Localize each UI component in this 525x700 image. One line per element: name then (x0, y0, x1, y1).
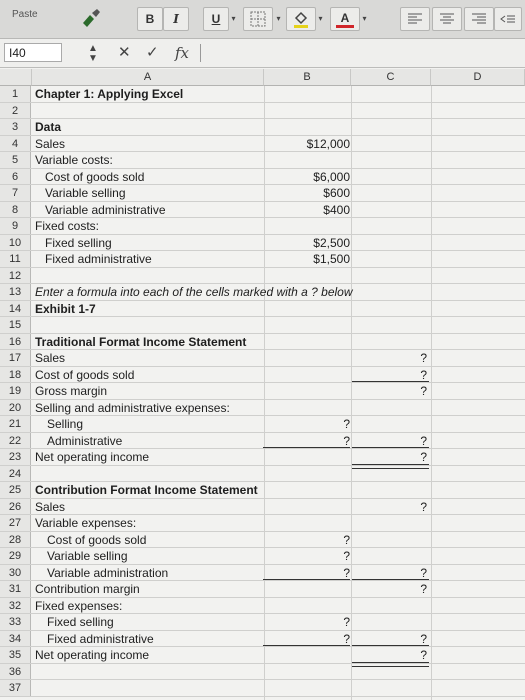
single-underline (263, 645, 350, 646)
row-number[interactable]: 12 (0, 268, 31, 284)
cell-b[interactable]: $12,000 (306, 136, 350, 151)
row-number[interactable]: 18 (0, 367, 31, 383)
cell-a[interactable]: Contribution Format Income Statement (35, 483, 258, 497)
cell-c[interactable]: ? (420, 450, 427, 464)
cell-c[interactable] (355, 317, 427, 333)
cell-a[interactable]: Selling (47, 417, 84, 431)
cell-b[interactable] (250, 449, 350, 465)
row-number[interactable]: 3 (0, 119, 31, 135)
cell-a[interactable]: Fixed expenses: (35, 598, 123, 613)
cell-a[interactable]: Variable selling (47, 549, 128, 563)
cell-a[interactable]: Net operating income (35, 648, 150, 662)
row-number[interactable]: 23 (0, 449, 31, 465)
cell-a[interactable]: Variable administrative (45, 202, 166, 217)
cell-b[interactable] (250, 152, 350, 168)
row-number[interactable]: 25 (0, 482, 31, 498)
cancel-icon[interactable]: ✕ (118, 44, 131, 61)
cell-a[interactable]: Traditional Format Income Statement (35, 334, 247, 349)
cell-a[interactable]: Gross margin (35, 384, 108, 398)
paste-button[interactable]: Paste (12, 8, 38, 20)
cell-a[interactable]: Variable selling (45, 186, 126, 200)
cell-c[interactable] (355, 86, 427, 102)
row-number[interactable]: 17 (0, 350, 31, 366)
single-underline (352, 381, 429, 382)
cell-b[interactable]: $600 (323, 186, 350, 200)
cell-c[interactable]: ? (420, 565, 427, 580)
cell-a[interactable]: Fixed selling (47, 615, 114, 629)
cell-a[interactable]: Net operating income (35, 450, 150, 464)
table-row[interactable] (0, 103, 525, 120)
cell-c[interactable] (355, 301, 427, 317)
font-color-button[interactable] (330, 7, 360, 31)
cell-b[interactable] (250, 581, 350, 597)
table-row[interactable] (0, 515, 525, 532)
table-row[interactable] (0, 185, 525, 202)
row-number[interactable]: 21 (0, 416, 31, 432)
single-underline (352, 579, 429, 580)
cell-b[interactable]: ? (343, 615, 350, 629)
cell-a[interactable]: Exhibit 1-7 (35, 301, 96, 316)
cell-b[interactable] (250, 499, 350, 515)
double-underline (352, 662, 429, 667)
cell-c[interactable] (355, 416, 427, 432)
row-number[interactable]: 33 (0, 614, 31, 630)
borders-dropdown[interactable]: ▾ (276, 13, 281, 23)
single-underline (263, 579, 350, 580)
align-left-button[interactable] (400, 7, 430, 31)
row-number[interactable]: 26 (0, 499, 31, 515)
underline-dropdown[interactable]: ▾ (231, 13, 236, 23)
table-row[interactable] (0, 598, 525, 615)
cell-a[interactable]: Selling and administrative expenses: (35, 400, 230, 415)
table-row[interactable] (0, 136, 525, 153)
cell-b[interactable]: ? (343, 565, 350, 580)
row-number[interactable]: 37 (0, 680, 31, 696)
cell-c[interactable] (355, 515, 427, 531)
cell-c[interactable] (355, 119, 427, 135)
align-right-icon (471, 12, 487, 26)
enter-icon[interactable]: ✓ (146, 44, 159, 61)
column-header-d[interactable]: D (431, 69, 525, 86)
table-row[interactable] (0, 680, 525, 697)
row-number[interactable]: 5 (0, 152, 31, 168)
cell-b[interactable]: ? (343, 433, 350, 448)
row-number[interactable]: 16 (0, 334, 31, 350)
row-number[interactable]: 31 (0, 581, 31, 597)
cell-a[interactable]: Administrative (47, 433, 123, 448)
table-row[interactable] (0, 202, 525, 219)
ribbon-toolbar (0, 0, 525, 39)
cell-c[interactable] (355, 185, 427, 201)
cell-a[interactable]: Sales (35, 499, 66, 514)
cell-c[interactable]: ? (420, 648, 427, 662)
insert-function-button[interactable]: fx (175, 44, 190, 62)
align-left-icon (407, 12, 423, 26)
cell-b[interactable] (250, 515, 350, 531)
row-number[interactable]: 1 (0, 86, 31, 102)
table-row[interactable] (0, 235, 525, 252)
cell-b[interactable] (250, 301, 350, 317)
single-underline (352, 645, 429, 646)
cell-c[interactable] (355, 548, 427, 564)
row-number[interactable]: 32 (0, 598, 31, 614)
cell-c[interactable]: ? (420, 433, 427, 448)
row-number[interactable]: 10 (0, 235, 31, 251)
column-header-b[interactable]: B (264, 69, 351, 86)
table-row[interactable] (0, 367, 525, 384)
table-row[interactable] (0, 532, 525, 549)
table-row[interactable] (0, 581, 525, 598)
italic-button[interactable]: I (163, 7, 189, 31)
cell-a[interactable]: Sales (35, 351, 66, 365)
cell-b[interactable]: $1,500 (313, 252, 350, 266)
cell-b[interactable]: $6,000 (313, 169, 350, 184)
table-row[interactable] (0, 614, 525, 631)
row-number[interactable]: 2 (0, 103, 31, 119)
cell-b[interactable]: ? (343, 549, 350, 563)
table-row[interactable] (0, 301, 525, 318)
cell-b[interactable] (250, 317, 350, 333)
row-number[interactable]: 6 (0, 169, 31, 185)
row-number[interactable]: 30 (0, 565, 31, 581)
cell-c[interactable] (355, 202, 427, 218)
table-row[interactable] (0, 218, 525, 235)
name-box[interactable]: I40 (4, 43, 62, 62)
single-underline (263, 447, 350, 448)
column-header-c[interactable]: C (351, 69, 431, 86)
cell-c[interactable] (355, 400, 427, 416)
worksheet-grid[interactable] (0, 86, 525, 700)
row-number[interactable]: 7 (0, 185, 31, 201)
cell-b[interactable] (250, 647, 350, 663)
cell-a[interactable]: Variable administration (47, 565, 169, 580)
paint-bucket-icon (292, 10, 310, 28)
row-number[interactable]: 27 (0, 515, 31, 531)
cell-b[interactable]: $400 (323, 202, 350, 217)
cell-c[interactable] (355, 284, 427, 300)
table-row[interactable] (0, 449, 525, 466)
cell-b[interactable]: ? (343, 631, 350, 646)
table-row[interactable] (0, 416, 525, 433)
row-number[interactable]: 9 (0, 218, 31, 234)
cell-a[interactable]: Cost of goods sold (47, 532, 147, 547)
cell-b[interactable] (250, 664, 350, 680)
table-row[interactable] (0, 383, 525, 400)
cell-a[interactable]: Chapter 1: Applying Excel (35, 87, 184, 101)
table-row[interactable] (0, 466, 525, 483)
cell-a[interactable]: Contribution margin (35, 582, 140, 596)
decrease-indent-icon (500, 12, 516, 26)
cell-b[interactable] (250, 482, 350, 498)
table-row[interactable] (0, 251, 525, 268)
cell-b[interactable] (250, 103, 350, 119)
cell-c[interactable] (355, 614, 427, 630)
cell-c[interactable]: ? (420, 367, 427, 382)
table-row[interactable] (0, 334, 525, 351)
cell-a[interactable]: Fixed costs: (35, 219, 100, 233)
cell-b[interactable] (250, 218, 350, 234)
cell-a[interactable]: Variable expenses: (35, 516, 137, 530)
cell-a[interactable]: Fixed selling (45, 235, 112, 250)
cell-c[interactable]: ? (420, 631, 427, 646)
cell-c[interactable]: ? (420, 582, 427, 596)
row-number[interactable]: 36 (0, 664, 31, 680)
cell-c[interactable] (355, 218, 427, 234)
row-number[interactable]: 22 (0, 433, 31, 449)
cell-b[interactable] (250, 334, 350, 350)
format-painter-icon[interactable] (80, 9, 102, 29)
table-row[interactable] (0, 400, 525, 417)
formula-bar (0, 39, 525, 68)
cell-b[interactable]: ? (343, 532, 350, 547)
borders-button[interactable] (243, 7, 273, 31)
cell-b[interactable] (250, 680, 350, 696)
row-number[interactable]: 13 (0, 284, 31, 300)
cell-a[interactable]: Data (35, 120, 62, 134)
fill-color-dropdown[interactable]: ▾ (318, 13, 323, 23)
cell-a[interactable]: Variable costs: (35, 153, 113, 167)
cell-a[interactable]: Sales (35, 136, 66, 151)
cell-b[interactable] (250, 367, 350, 383)
cell-b[interactable] (250, 598, 350, 614)
table-row[interactable] (0, 86, 525, 103)
underline-button[interactable]: U (203, 7, 229, 31)
borders-icon (250, 11, 266, 27)
cell-a[interactable]: Fixed administrative (45, 252, 152, 266)
bold-button[interactable]: B (137, 7, 163, 31)
cell-c[interactable] (355, 152, 427, 168)
table-row[interactable] (0, 548, 525, 565)
table-row[interactable] (0, 152, 525, 169)
row-number[interactable]: 19 (0, 383, 31, 399)
row-number[interactable]: 14 (0, 301, 31, 317)
cell-c[interactable] (355, 532, 427, 548)
decrease-indent-button[interactable] (494, 7, 522, 31)
row-number[interactable]: 34 (0, 631, 31, 647)
row-number[interactable]: 29 (0, 548, 31, 564)
cell-b[interactable] (250, 350, 350, 366)
cell-c[interactable] (355, 482, 427, 498)
select-all-corner[interactable] (0, 69, 32, 86)
cell-a[interactable]: Enter a formula into each of the cells marked with a ? below (35, 285, 353, 299)
cell-c[interactable] (355, 680, 427, 696)
cell-c[interactable] (355, 268, 427, 284)
column-header-a[interactable]: A (32, 69, 264, 86)
table-row[interactable] (0, 284, 525, 301)
single-underline (352, 447, 429, 448)
table-row[interactable] (0, 169, 525, 186)
table-row[interactable] (0, 268, 525, 285)
cell-b[interactable]: $2,500 (313, 235, 350, 250)
cell-a[interactable]: Cost of goods sold (45, 169, 145, 184)
cell-b[interactable] (250, 400, 350, 416)
cell-b[interactable] (250, 86, 350, 102)
row-number[interactable]: 24 (0, 466, 31, 482)
row-number[interactable]: 20 (0, 400, 31, 416)
cell-c[interactable]: ? (420, 351, 427, 365)
row-number[interactable]: 15 (0, 317, 31, 333)
table-row[interactable] (0, 647, 525, 664)
name-box-stepper-icon[interactable]: ▲ ▼ (88, 43, 98, 64)
align-center-button[interactable] (432, 7, 462, 31)
cell-a[interactable]: Fixed administrative (47, 631, 154, 646)
formula-divider (200, 44, 201, 62)
table-row[interactable] (0, 350, 525, 367)
align-right-button[interactable] (464, 7, 494, 31)
cell-c[interactable]: ? (420, 499, 427, 514)
fill-color-button[interactable] (286, 7, 316, 31)
double-underline (352, 464, 429, 469)
table-row[interactable] (0, 664, 525, 681)
row-number[interactable]: 35 (0, 647, 31, 663)
cell-c[interactable] (355, 136, 427, 152)
cell-c[interactable] (355, 334, 427, 350)
cell-c[interactable]: ? (420, 384, 427, 398)
cell-b[interactable] (250, 119, 350, 135)
table-row[interactable] (0, 482, 525, 499)
row-number[interactable]: 4 (0, 136, 31, 152)
font-color-letter: A (340, 10, 350, 25)
cell-c[interactable] (355, 251, 427, 267)
cell-c[interactable] (355, 103, 427, 119)
row-number[interactable]: 11 (0, 251, 31, 267)
table-row[interactable] (0, 317, 525, 334)
row-number[interactable]: 28 (0, 532, 31, 548)
cell-b[interactable] (250, 383, 350, 399)
cell-c[interactable] (355, 235, 427, 251)
cell-b[interactable] (250, 284, 350, 300)
table-row[interactable] (0, 119, 525, 136)
cell-c[interactable] (355, 598, 427, 614)
cell-b[interactable] (250, 466, 350, 482)
cell-a[interactable]: Cost of goods sold (35, 367, 135, 382)
cell-b[interactable] (250, 268, 350, 284)
font-color-swatch (336, 25, 354, 28)
align-center-icon (439, 12, 455, 26)
font-color-dropdown[interactable]: ▾ (362, 13, 367, 23)
cell-c[interactable] (355, 169, 427, 185)
table-row[interactable] (0, 499, 525, 516)
row-number[interactable]: 8 (0, 202, 31, 218)
cell-b[interactable]: ? (343, 417, 350, 431)
